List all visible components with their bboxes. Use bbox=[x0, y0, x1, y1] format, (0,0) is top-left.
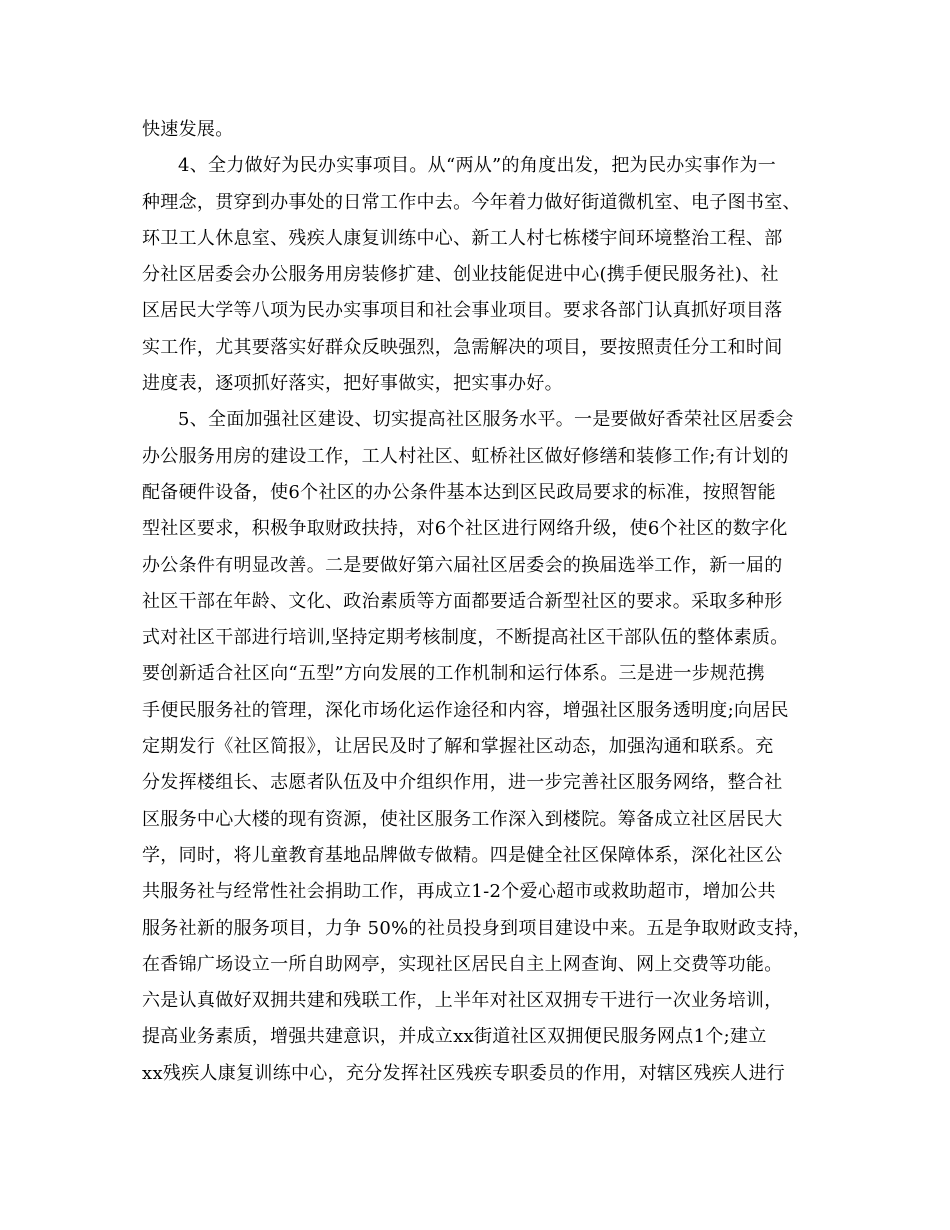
text-line: 式对社区干部进行培训,坚持定期考核制度，不断提高社区干部队伍的整体素质。 bbox=[142, 627, 789, 649]
text-line: 学，同时，将儿童教育基地品牌做专做精。四是健全社区保障体系，深化社区公 bbox=[142, 844, 783, 866]
text-line: 要创新适合社区向“五型”方向发展的工作机制和运行体系。三是进一步规范携 bbox=[142, 663, 765, 685]
text-line: 快速发展。 bbox=[142, 119, 234, 140]
text-line: 服务社新的服务项目，力争 50%的社员投身到项目建设中来。五是争取财政支持， bbox=[142, 917, 812, 939]
text-line: 六是认真做好双拥共建和残联工作，上半年对社区双拥专干进行一次业务培训， bbox=[142, 990, 783, 1012]
text-line: 配备硬件设备，使6个社区的办公条件基本达到区民政局要求的标准，按照智能 bbox=[142, 481, 776, 503]
text-line: 共服务社与经常性社会捐助工作，再成立1-2个爱心超市或救助超市，增加公共 bbox=[142, 881, 776, 903]
paragraph-item-4 bbox=[142, 148, 812, 402]
text-line: 分社区居委会办公服务用房装修扩建、创业技能促进中心(携手便民服务社)、社 bbox=[142, 264, 779, 286]
text-line: 区居民大学等八项为民办实事项目和社会事业项目。要求各部门认真抓好项目落 bbox=[142, 300, 783, 322]
text-line: 定期发行《社区简报》，让居民及时了解和掌握社区动态，加强沟通和联系。充 bbox=[142, 736, 774, 758]
text-line: 环卫工人休息室、残疾人康复训练中心、新工人村七栋楼宇间环境整治工程、部 bbox=[142, 227, 783, 249]
paragraph-continuation bbox=[142, 112, 812, 148]
text-line: 分发挥楼组长、志愿者队伍及中介组织作用，进一步完善社区服务网络，整合社 bbox=[142, 772, 783, 794]
text-line: 实工作，尤其要落实好群众反映强烈，急需解决的项目，要按照责任分工和时间 bbox=[142, 336, 783, 358]
text-line: xx残疾人康复训练中心，充分发挥社区残疾专职委员的作用，对辖区残疾人进行 bbox=[142, 1062, 786, 1084]
text-line: 种理念，贯穿到办事处的日常工作中去。今年着力做好街道微机室、电子图书室、 bbox=[142, 191, 801, 213]
text-line: 型社区要求，积极争取财政扶持，对6个社区进行网络升级，使6个社区的数字化 bbox=[142, 518, 788, 540]
paragraph-item-5 bbox=[142, 402, 812, 1092]
document-body bbox=[142, 112, 812, 1092]
text-line: 4、全力做好为民办实事项目。从“两从”的角度出发，把为民办实事作为一 bbox=[178, 155, 777, 177]
text-line: 区服务中心大楼的现有资源，使社区服务工作深入到楼院。筹备成立社区居民大 bbox=[142, 808, 783, 830]
text-line: 办公服务用房的建设工作，工人村社区、虹桥社区做好修缮和装修工作;有计划的 bbox=[142, 445, 789, 467]
text-line: 5、全面加强社区建设、切实提高社区服务水平。一是要做好香荣社区居委会 bbox=[178, 409, 794, 431]
text-line: 在香锦广场设立一所自助网亭，实现社区居民自主上网查询、网上交费等功能。 bbox=[142, 953, 783, 975]
text-line: 办公条件有明显改善。二是要做好第六届社区居委会的换届选举工作，新一届的 bbox=[142, 554, 783, 576]
text-line: 提高业务素质，增强共建意识，并成立xx街道社区双拥便民服务网点1个;建立 bbox=[142, 1026, 767, 1048]
text-line: 社区干部在年龄、文化、政治素质等方面都要适合新型社区的要求。采取多种形 bbox=[142, 590, 783, 612]
text-line: 手便民服务社的管理，深化市场化运作途径和内容，增强社区服务透明度;向居民 bbox=[142, 699, 789, 721]
text-line: 进度表，逐项抓好落实，把好事做实，把实事办好。 bbox=[142, 373, 563, 395]
